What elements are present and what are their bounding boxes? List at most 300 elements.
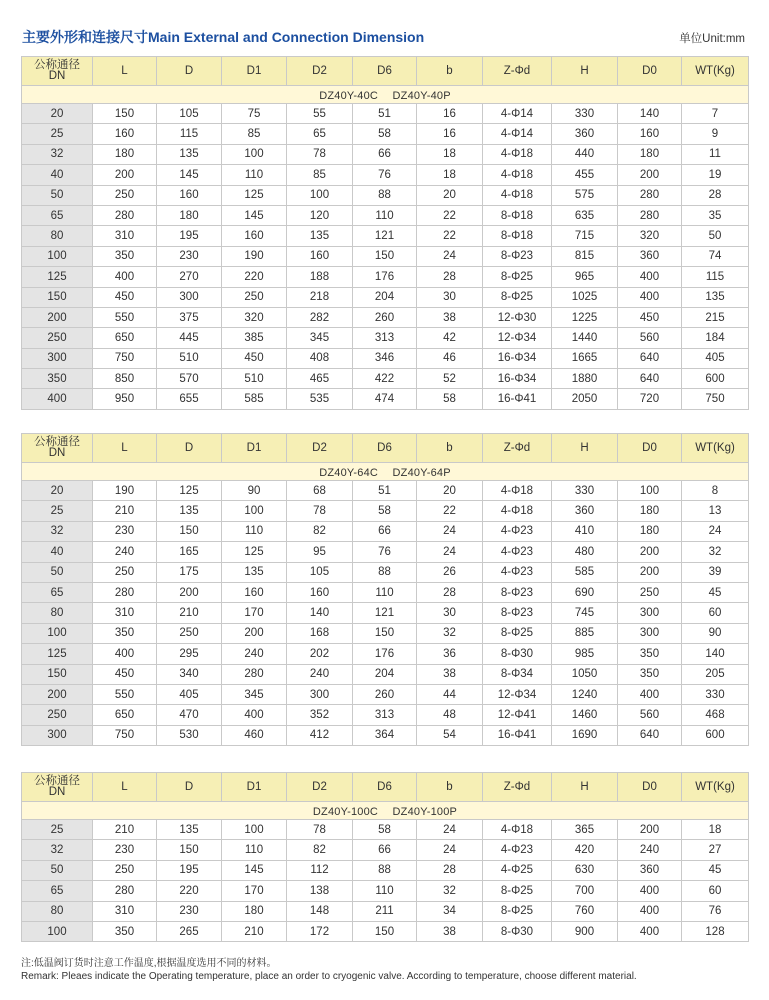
value-cell: 575 [552, 185, 618, 205]
header-cell: D0 [618, 773, 682, 802]
dn-cell: 65 [22, 881, 93, 901]
value-cell: 200 [222, 623, 287, 643]
value-cell: 350 [93, 623, 157, 643]
page-title: 主要外形和连接尺寸Main External and Connection Dimension [22, 29, 425, 45]
value-cell: 985 [552, 644, 618, 664]
value-cell: 295 [157, 644, 222, 664]
value-cell: 24 [417, 521, 483, 541]
value-cell: 168 [287, 623, 353, 643]
value-cell: 240 [287, 664, 353, 684]
table-row [22, 144, 749, 164]
table-row [22, 481, 749, 501]
value-cell: 320 [222, 307, 287, 327]
value-cell: 250 [157, 623, 222, 643]
value-cell: 24 [417, 820, 483, 840]
value-cell: 12-Φ34 [483, 328, 552, 348]
value-cell: 8-Φ23 [483, 246, 552, 266]
value-cell: 16-Φ34 [483, 348, 552, 368]
value-cell: 30 [417, 603, 483, 623]
value-cell: 360 [552, 501, 618, 521]
value-cell: 265 [157, 921, 222, 941]
value-cell: 445 [157, 328, 222, 348]
value-cell: 7 [682, 104, 749, 124]
value-cell: 85 [222, 124, 287, 144]
dn-cell: 350 [22, 369, 93, 389]
value-cell: 210 [157, 603, 222, 623]
value-cell: 408 [287, 348, 353, 368]
dn-cell: 32 [22, 144, 93, 164]
value-cell: 250 [93, 562, 157, 582]
value-cell: 8-Φ34 [483, 664, 552, 684]
value-cell: 32 [682, 542, 749, 562]
value-cell: 218 [287, 287, 353, 307]
value-cell: 310 [93, 603, 157, 623]
value-cell: 4-Φ23 [483, 840, 552, 860]
value-cell: 655 [157, 389, 222, 409]
value-cell: 405 [157, 684, 222, 704]
value-cell: 700 [552, 881, 618, 901]
value-cell: 210 [222, 921, 287, 941]
value-cell: 8-Φ30 [483, 644, 552, 664]
value-cell: 280 [93, 881, 157, 901]
value-cell: 88 [353, 185, 417, 205]
value-cell: 12-Φ30 [483, 307, 552, 327]
value-cell: 375 [157, 307, 222, 327]
value-cell: 1025 [552, 287, 618, 307]
value-cell: 180 [618, 501, 682, 521]
value-cell: 180 [618, 521, 682, 541]
value-cell: 215 [682, 307, 749, 327]
value-cell: 205 [682, 664, 749, 684]
table-row [22, 664, 749, 684]
table-row [22, 623, 749, 643]
value-cell: 44 [417, 684, 483, 704]
value-cell: 410 [552, 521, 618, 541]
table-row [22, 521, 749, 541]
value-cell: 28 [682, 185, 749, 205]
value-cell: 600 [682, 725, 749, 745]
value-cell: 400 [618, 267, 682, 287]
value-cell: 24 [417, 246, 483, 266]
value-cell: 82 [287, 521, 353, 541]
value-cell: 230 [93, 521, 157, 541]
dn-cell: 40 [22, 542, 93, 562]
value-cell: 280 [222, 664, 287, 684]
value-cell: 150 [157, 521, 222, 541]
header-dn-en: DN [48, 447, 66, 459]
header-dn-en: DN [48, 70, 66, 82]
value-cell: 105 [157, 104, 222, 124]
dn-cell: 100 [22, 921, 93, 941]
value-cell: 300 [618, 603, 682, 623]
value-cell: 42 [417, 328, 483, 348]
value-cell: 1225 [552, 307, 618, 327]
header-cell: D1 [222, 434, 287, 463]
value-cell: 690 [552, 582, 618, 602]
table-row [22, 501, 749, 521]
value-cell: 530 [157, 725, 222, 745]
dn-cell: 300 [22, 348, 93, 368]
value-cell: 200 [618, 165, 682, 185]
table-row [22, 542, 749, 562]
value-cell: 165 [157, 542, 222, 562]
value-cell: 140 [287, 603, 353, 623]
value-cell: 282 [287, 307, 353, 327]
value-cell: 125 [157, 481, 222, 501]
dn-cell: 25 [22, 501, 93, 521]
value-cell: 90 [222, 481, 287, 501]
value-cell: 12-Φ41 [483, 705, 552, 725]
value-cell: 50 [682, 226, 749, 246]
value-cell: 68 [287, 481, 353, 501]
value-cell: 35 [682, 205, 749, 225]
value-cell: 45 [682, 582, 749, 602]
value-cell: 2050 [552, 389, 618, 409]
value-cell: 330 [552, 104, 618, 124]
value-cell: 330 [552, 481, 618, 501]
value-cell: 100 [222, 144, 287, 164]
table-row [22, 124, 749, 144]
value-cell: 600 [682, 369, 749, 389]
dn-cell: 200 [22, 684, 93, 704]
value-cell: 420 [552, 840, 618, 860]
value-cell: 400 [618, 921, 682, 941]
value-cell: 195 [157, 226, 222, 246]
value-cell: 145 [157, 165, 222, 185]
value-cell: 4-Φ23 [483, 562, 552, 582]
header-cell: Z-Φd [483, 57, 552, 86]
value-cell: 100 [287, 185, 353, 205]
dn-cell: 50 [22, 185, 93, 205]
value-cell: 18 [682, 820, 749, 840]
value-cell: 460 [222, 725, 287, 745]
model-row [22, 86, 749, 104]
value-cell: 455 [552, 165, 618, 185]
value-cell: 11 [682, 144, 749, 164]
note-english: Remark: Pleaes indicate the Operating temperature, place an order to cryogenic valve. According to temperature, choose different material. [21, 970, 637, 982]
dimension-table-100 [21, 772, 749, 942]
value-cell: 750 [682, 389, 749, 409]
value-cell: 78 [287, 144, 353, 164]
value-cell: 510 [157, 348, 222, 368]
value-cell: 850 [93, 369, 157, 389]
table-row [22, 246, 749, 266]
dn-cell: 20 [22, 104, 93, 124]
value-cell: 1240 [552, 684, 618, 704]
value-cell: 400 [618, 684, 682, 704]
value-cell: 240 [618, 840, 682, 860]
model-label: DZ40Y-64C DZ40Y-64P [22, 463, 749, 481]
value-cell: 250 [222, 287, 287, 307]
value-cell: 535 [287, 389, 353, 409]
value-cell: 180 [222, 901, 287, 921]
value-cell: 204 [353, 287, 417, 307]
value-cell: 39 [682, 562, 749, 582]
value-cell: 66 [353, 521, 417, 541]
value-cell: 34 [417, 901, 483, 921]
header-cell: WT(Kg) [682, 57, 749, 86]
value-cell: 210 [93, 820, 157, 840]
value-cell: 32 [417, 623, 483, 643]
header-cell: D6 [353, 434, 417, 463]
table-row [22, 820, 749, 840]
value-cell: 16-Φ34 [483, 369, 552, 389]
value-cell: 66 [353, 840, 417, 860]
table-row [22, 389, 749, 409]
value-cell: 4-Φ18 [483, 501, 552, 521]
value-cell: 190 [222, 246, 287, 266]
value-cell: 135 [157, 144, 222, 164]
table-row [22, 287, 749, 307]
value-cell: 365 [552, 820, 618, 840]
value-cell: 188 [287, 267, 353, 287]
dn-cell: 80 [22, 901, 93, 921]
value-cell: 280 [618, 185, 682, 205]
value-cell: 450 [618, 307, 682, 327]
value-cell: 28 [417, 267, 483, 287]
dn-cell: 50 [22, 860, 93, 880]
dn-cell: 25 [22, 820, 93, 840]
dn-cell: 250 [22, 328, 93, 348]
table-row [22, 582, 749, 602]
value-cell: 630 [552, 860, 618, 880]
value-cell: 148 [287, 901, 353, 921]
value-cell: 300 [157, 287, 222, 307]
value-cell: 650 [93, 705, 157, 725]
value-cell: 78 [287, 501, 353, 521]
value-cell: 346 [353, 348, 417, 368]
header-cell: D6 [353, 773, 417, 802]
value-cell: 135 [157, 820, 222, 840]
model-row [22, 463, 749, 481]
value-cell: 140 [682, 644, 749, 664]
value-cell: 160 [93, 124, 157, 144]
value-cell: 26 [417, 562, 483, 582]
value-cell: 640 [618, 725, 682, 745]
value-cell: 24 [417, 840, 483, 860]
value-cell: 76 [682, 901, 749, 921]
value-cell: 745 [552, 603, 618, 623]
value-cell: 60 [682, 881, 749, 901]
value-cell: 8-Φ25 [483, 623, 552, 643]
value-cell: 150 [353, 623, 417, 643]
value-cell: 510 [222, 369, 287, 389]
value-cell: 1880 [552, 369, 618, 389]
value-cell: 45 [682, 860, 749, 880]
value-cell: 635 [552, 205, 618, 225]
value-cell: 24 [417, 542, 483, 562]
page-header [22, 27, 747, 45]
value-cell: 100 [222, 501, 287, 521]
value-cell: 4-Φ18 [483, 481, 552, 501]
value-cell: 112 [287, 860, 353, 880]
dn-cell: 32 [22, 840, 93, 860]
value-cell: 240 [93, 542, 157, 562]
value-cell: 211 [353, 901, 417, 921]
table-row [22, 603, 749, 623]
value-cell: 200 [93, 165, 157, 185]
value-cell: 8-Φ23 [483, 582, 552, 602]
value-cell: 400 [618, 287, 682, 307]
value-cell: 135 [157, 501, 222, 521]
value-cell: 58 [353, 124, 417, 144]
value-cell: 160 [157, 185, 222, 205]
value-cell: 320 [618, 226, 682, 246]
header-cell-dn [22, 434, 93, 463]
header-cell: Z-Φd [483, 434, 552, 463]
value-cell: 121 [353, 226, 417, 246]
value-cell: 128 [682, 921, 749, 941]
value-cell: 105 [287, 562, 353, 582]
value-cell: 100 [222, 820, 287, 840]
table-row [22, 348, 749, 368]
value-cell: 345 [222, 684, 287, 704]
value-cell: 202 [287, 644, 353, 664]
value-cell: 36 [417, 644, 483, 664]
value-cell: 468 [682, 705, 749, 725]
value-cell: 550 [93, 684, 157, 704]
value-cell: 145 [222, 860, 287, 880]
table-row [22, 860, 749, 880]
value-cell: 260 [353, 307, 417, 327]
value-cell: 180 [157, 205, 222, 225]
value-cell: 250 [93, 860, 157, 880]
value-cell: 4-Φ18 [483, 165, 552, 185]
table-row [22, 328, 749, 348]
value-cell: 145 [222, 205, 287, 225]
value-cell: 82 [287, 840, 353, 860]
value-cell: 78 [287, 820, 353, 840]
dn-cell: 50 [22, 562, 93, 582]
value-cell: 550 [93, 307, 157, 327]
value-cell: 51 [353, 481, 417, 501]
value-cell: 24 [682, 521, 749, 541]
value-cell: 22 [417, 501, 483, 521]
dimension-table-64 [21, 433, 749, 746]
value-cell: 364 [353, 725, 417, 745]
value-cell: 340 [157, 664, 222, 684]
header-dn-cn: 公称通径 [34, 775, 80, 787]
value-cell: 450 [93, 287, 157, 307]
value-cell: 190 [93, 481, 157, 501]
value-cell: 560 [618, 328, 682, 348]
value-cell: 110 [353, 205, 417, 225]
table-row [22, 185, 749, 205]
value-cell: 150 [353, 246, 417, 266]
value-cell: 120 [287, 205, 353, 225]
value-cell: 19 [682, 165, 749, 185]
header-cell: Z-Φd [483, 773, 552, 802]
value-cell: 750 [93, 725, 157, 745]
dn-cell: 80 [22, 226, 93, 246]
value-cell: 8-Φ25 [483, 901, 552, 921]
value-cell: 8-Φ23 [483, 603, 552, 623]
value-cell: 110 [353, 582, 417, 602]
value-cell: 55 [287, 104, 353, 124]
value-cell: 1690 [552, 725, 618, 745]
value-cell: 350 [93, 921, 157, 941]
value-cell: 18 [417, 144, 483, 164]
value-cell: 8-Φ25 [483, 267, 552, 287]
header-cell-dn [22, 57, 93, 86]
value-cell: 8 [682, 481, 749, 501]
value-cell: 345 [287, 328, 353, 348]
value-cell: 360 [618, 246, 682, 266]
value-cell: 280 [93, 582, 157, 602]
value-cell: 110 [353, 881, 417, 901]
header-cell: D6 [353, 57, 417, 86]
value-cell: 950 [93, 389, 157, 409]
value-cell: 74 [682, 246, 749, 266]
value-cell: 51 [353, 104, 417, 124]
header-dn-cn: 公称通径 [34, 59, 80, 71]
dn-cell: 65 [22, 582, 93, 602]
value-cell: 100 [618, 481, 682, 501]
value-cell: 450 [222, 348, 287, 368]
dn-cell: 150 [22, 287, 93, 307]
value-cell: 8-Φ18 [483, 226, 552, 246]
header-cell: D [157, 434, 222, 463]
value-cell: 1440 [552, 328, 618, 348]
value-cell: 360 [618, 860, 682, 880]
value-cell: 313 [353, 328, 417, 348]
value-cell: 135 [682, 287, 749, 307]
table-row [22, 705, 749, 725]
value-cell: 76 [353, 542, 417, 562]
value-cell: 4-Φ23 [483, 542, 552, 562]
value-cell: 58 [417, 389, 483, 409]
table-row [22, 562, 749, 582]
value-cell: 220 [222, 267, 287, 287]
header-cell: H [552, 434, 618, 463]
table-row [22, 226, 749, 246]
header-cell: H [552, 57, 618, 86]
value-cell: 350 [618, 664, 682, 684]
table-row [22, 267, 749, 287]
value-cell: 350 [93, 246, 157, 266]
value-cell: 52 [417, 369, 483, 389]
value-cell: 270 [157, 267, 222, 287]
value-cell: 58 [353, 820, 417, 840]
value-cell: 9 [682, 124, 749, 144]
dn-cell: 200 [22, 307, 93, 327]
header-cell: WT(Kg) [682, 773, 749, 802]
value-cell: 125 [222, 185, 287, 205]
value-cell: 180 [93, 144, 157, 164]
header-cell: b [417, 773, 483, 802]
value-cell: 28 [417, 860, 483, 880]
value-cell: 300 [618, 623, 682, 643]
value-cell: 4-Φ25 [483, 860, 552, 880]
model-label: DZ40Y-100C DZ40Y-100P [22, 802, 749, 820]
dn-cell: 40 [22, 165, 93, 185]
value-cell: 4-Φ18 [483, 185, 552, 205]
value-cell: 140 [618, 104, 682, 124]
value-cell: 474 [353, 389, 417, 409]
value-cell: 110 [222, 165, 287, 185]
value-cell: 715 [552, 226, 618, 246]
value-cell: 170 [222, 881, 287, 901]
value-cell: 900 [552, 921, 618, 941]
value-cell: 350 [618, 644, 682, 664]
value-cell: 440 [552, 144, 618, 164]
value-cell: 160 [287, 246, 353, 266]
dn-cell: 100 [22, 623, 93, 643]
value-cell: 4-Φ14 [483, 104, 552, 124]
value-cell: 88 [353, 860, 417, 880]
value-cell: 4-Φ18 [483, 144, 552, 164]
table-row [22, 881, 749, 901]
